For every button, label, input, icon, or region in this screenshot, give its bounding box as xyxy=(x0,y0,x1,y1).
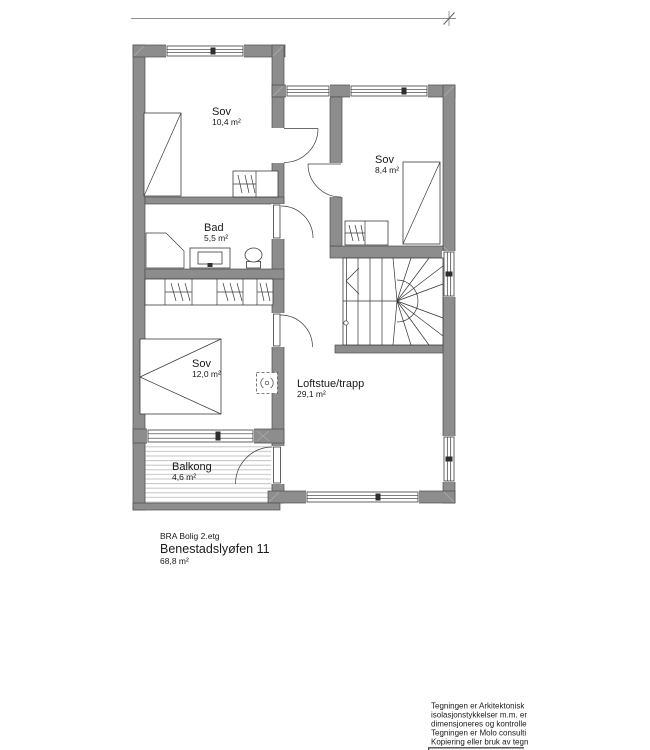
vent-symbol xyxy=(257,373,278,394)
window-symbol-top-left xyxy=(166,44,244,58)
shower-symbol xyxy=(146,233,184,268)
room-name: Bad xyxy=(204,222,224,234)
disclaimer-line: isolasjonstykkelser m.m. er xyxy=(431,710,528,720)
room-label-bad xyxy=(204,222,228,243)
room-area: 29,1 m² xyxy=(297,389,326,399)
window-symbol-top-right xyxy=(350,84,428,98)
door-symbol-bad xyxy=(271,204,313,239)
wardrobe-symbol-sov1 xyxy=(233,171,278,197)
room-area: 12,0 m² xyxy=(192,369,221,379)
disclaimer-line: dimensjoneres og kontrolle xyxy=(431,719,527,729)
room-area: 8,4 m² xyxy=(375,165,400,175)
room-label-sov2 xyxy=(375,154,399,175)
room-name: Balkong xyxy=(172,461,212,473)
stairs-symbol xyxy=(343,258,443,345)
window-symbol-bottom xyxy=(306,490,419,504)
window-symbol-stair xyxy=(442,251,456,297)
room-name: Sov xyxy=(375,154,394,166)
disclaimer-line: Tegningen er Molo consulti xyxy=(431,728,527,738)
disclaimer-line: Kopiering eller bruk av tegn xyxy=(431,737,529,747)
door-symbol-sov1 xyxy=(271,128,318,163)
window-symbol-right-lower xyxy=(442,436,456,482)
room-name: Sov xyxy=(192,358,211,370)
room-name: Sov xyxy=(212,106,231,118)
window-symbol-top-mid xyxy=(286,84,330,98)
balcony-deck xyxy=(145,443,272,503)
room-area: 4,6 m² xyxy=(172,472,197,482)
closet-row-symbol xyxy=(145,279,273,305)
room-label-sov1 xyxy=(212,106,241,127)
door-symbol-sov3 xyxy=(271,313,313,347)
wardrobe-symbol-sov2 xyxy=(345,221,388,245)
dimension-line xyxy=(131,11,456,26)
address-title: Benestadslyøfen 11 xyxy=(160,542,270,556)
room-area: 5,5 m² xyxy=(204,233,229,243)
room-name: Loftstue/trapp xyxy=(297,378,365,390)
door-symbol-sov2 xyxy=(308,163,343,197)
disclaimer-line: Tegningen er Arkitektonisk xyxy=(431,701,525,711)
bra-label: BRA Bolig 2.etg xyxy=(160,531,220,541)
sink-symbol xyxy=(190,248,230,268)
room-label-loftstue xyxy=(297,378,364,399)
toilet-symbol xyxy=(245,248,262,268)
room-area: 10,4 m² xyxy=(212,117,241,127)
total-area: 68,8 m² xyxy=(160,556,189,566)
disclaimer-block xyxy=(431,702,528,747)
bed-symbol-sov1 xyxy=(144,113,181,196)
window-symbol-balcony-wall xyxy=(147,428,254,444)
bed-symbol-sov2 xyxy=(403,162,440,244)
plan-summary xyxy=(160,531,270,566)
